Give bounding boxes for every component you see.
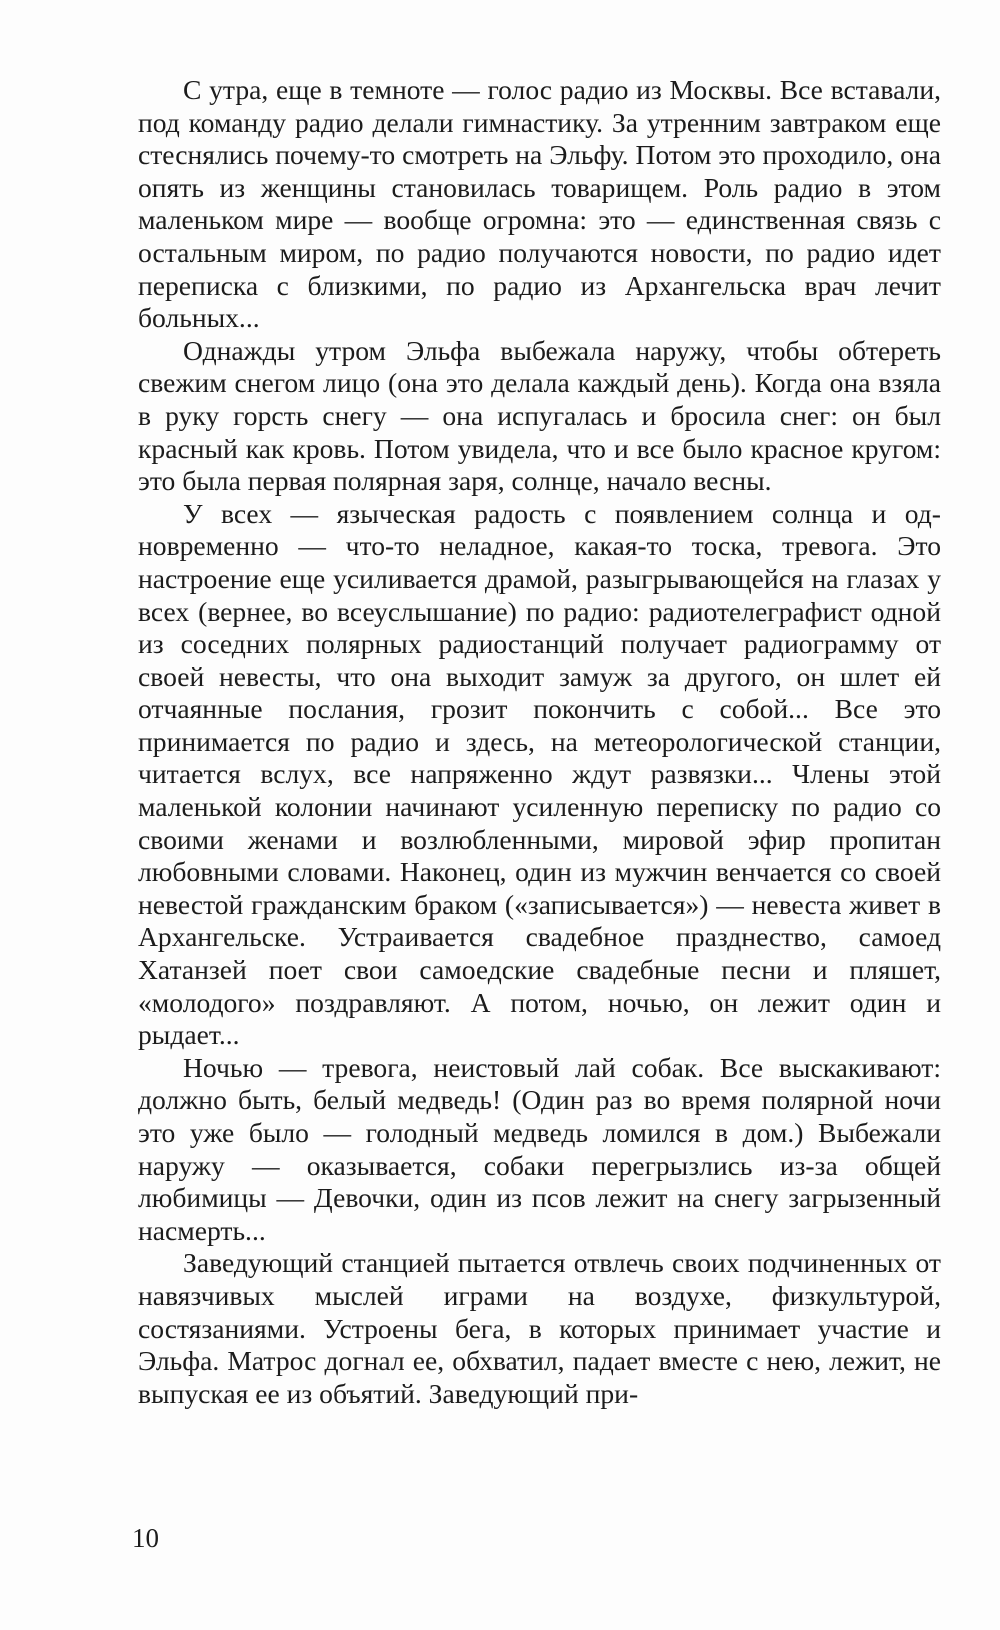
body-text: [138, 74, 941, 1410]
paragraph-1: С утра, еще в темноте — голос радио из Москвы. Все вставали, под команду радио делали гимнастику. За утренним завтраком еще стеснялись почему-то смотреть на Эльфу. Потом это проходило, она опять из женщины становилась товарищем. Роль радио в этом маленьком мире — вообще огромна: это — единственная связь с остальным миром, по радио получаются новости, по радио идет переписка с близкими, по радио из Архангельска врач лечит больных...: [138, 74, 941, 334]
paragraph-5: Заведующий станцией пытается отвлечь своих подчиненных от навязчивых мыслей играми на воздухе, физкультурой, состязаниями. Устроены бега, в которых принимает участие и Эльфа. Матрос догнал ее, обхватил, падает вместе с нею, лежит, не выпуская ее из объятий. Заведующий при-: [138, 1247, 941, 1409]
page-number: 10: [132, 1523, 159, 1553]
paragraph-4: Ночью — тревога, неистовый лай собак. Все выскакивают: должно быть, белый медведь! (Один раз во время полярной ночи это уже было — голодный медведь ломился в дом.) Выбежали наружу — оказывается, собаки перегрызлись из-за общей любимицы — Девочки, один из псов лежит на снегу загрызенный насмерть...: [138, 1051, 941, 1246]
paragraph-3: У всех — языческая радость с появлением солнца и одновременно — что-то неладное, какая-то тоска, тревога. Это настроение еще усиливается драмой, разыгрывающейся на глазах у всех (вернее, во всеуслышание) по радио: радиотелеграфист одной из соседних полярных радиостанций получает радиограмму от своей невесты, что она выходит замуж за другого, он шлет ей отчаянные послания, грозит покончить с собой... Все это принимается по радио и здесь, на метеорологической станции, читается вслух, все напряженно ждут развязки... Члены этой маленькой колонии начинают усиленную переписку по радио со своими женами и возлюбленными, мировой эфир пропитан любовными словами. Наконец, один из мужчин венчается со своей невестой гражданским браком («записывается») — невеста живет в Архангельске. Устраивается свадебное празднество, самоед Хатанзей поет свои самоедские свадебные песни и пляшет, «молодого» поздравляют. А потом, ночью, он лежит один и рыдает...: [138, 497, 941, 1051]
paragraph-2: Однажды утром Эльфа выбежала наружу, чтобы обтереть свежим снегом лицо (она это делала каждый день). Когда она взяла в руку горсть снегу — она испугалась и бросила снег: он был красный как кровь. Потом увидела, что и все было красное кругом: это была первая полярная заря, солнце, начало весны.: [138, 334, 941, 497]
